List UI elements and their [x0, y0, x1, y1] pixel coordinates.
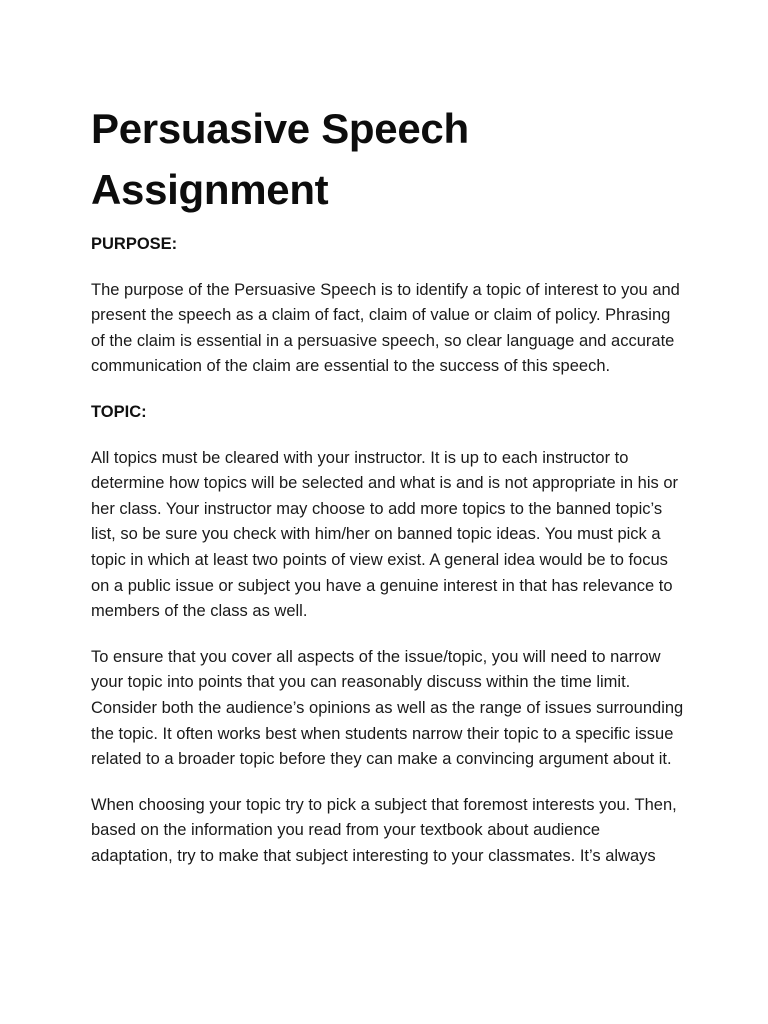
topic-paragraph-3: When choosing your topic try to pick a subject that foremost interests you. Then, based on the information you read from your textbook about audience adaptation, try to make that subject interesting to your classmates. It’s always: [91, 795, 677, 865]
topic-paragraph-2: To ensure that you cover all aspects of the issue/topic, you will need to narrow your topic into points that you can reasonably discuss within the time limit. Consider both the audience’s opinions as well as the range of issues surrounding the topic. It often works best when students narrow their topic to a specific issue related to a broader topic before they can make a convincing argument about it.: [91, 647, 684, 769]
topic-heading: TOPIC:: [91, 402, 147, 421]
topic-paragraph-1: All topics must be cleared with your instructor. It is up to each instructor to determine how topics will be selected and what is and is not appropriate in his or her class. Your instructor may choose to add more topics to the banned topic’s list, so be sure you check with him/her on banned topic ideas. You must pick a topic in which at least two points of view exist. A general idea would be to focus on a public issue or subject you have a genuine interest in that has relevance to members of the class as well.: [91, 448, 678, 621]
document-title: Persuasive Speech Assignment: [91, 105, 469, 213]
purpose-heading: PURPOSE:: [91, 235, 178, 253]
purpose-paragraph: The purpose of the Persuasive Speech is to identify a topic of interest to you and present the speech as a claim of fact, claim of value or claim of policy. Phrasing of the claim is essential in a persuasive speech, so clear language and accurate communication of the claim are essential to the success of this speech.: [91, 280, 680, 376]
